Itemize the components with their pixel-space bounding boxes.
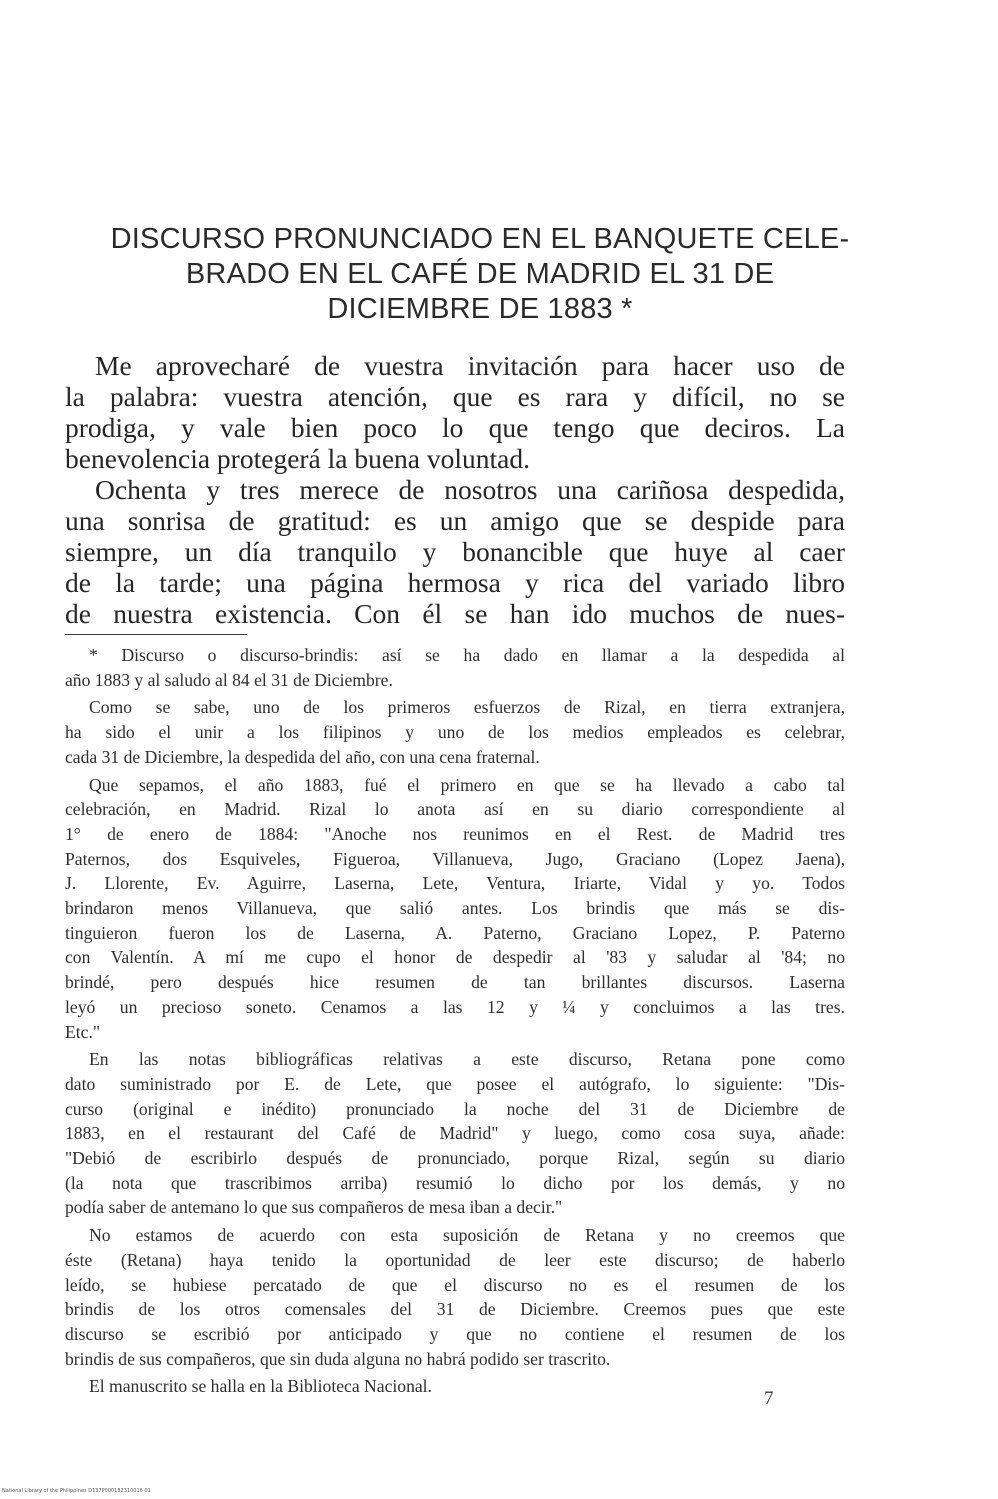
page-number: 7 — [764, 1388, 774, 1409]
footnote-line: "Debió de escribirlo después de pronunciado, porque Rizal, según su diario — [65, 1148, 845, 1169]
body-paragraph — [65, 350, 845, 474]
footnote-line: con Valentín. A mí me cupo el honor de despedir al '83 y saludar al '84; no — [65, 947, 845, 968]
body-line: de la tarde; una página hermosa y rica del variado libro — [65, 567, 845, 598]
footnote-line: cada 31 de Diciembre, la despedida del año, con una cena fraternal. — [65, 746, 540, 767]
footnote-line: 1883, en el restaurant del Café de Madrid" y luego, como cosa suya, añade: — [65, 1123, 845, 1144]
footnote-line: Etc." — [65, 1021, 101, 1042]
footnote-line: J. Llorente, Ev. Aguirre, Laserna, Lete, Ventura, Iriarte, Vidal y yo. Todos — [65, 873, 845, 894]
footnote-line: ha sido el unir a los filipinos y uno de los medios empleados es celebrar, — [65, 722, 845, 743]
footnote-line: brindé, pero después hice resumen de tan brillantes discursos. Laserna — [65, 972, 845, 993]
footnotes — [65, 643, 845, 1402]
footnote-paragraph — [65, 695, 845, 769]
footnote-line: éste (Retana) haya tenido la oportunidad de leer este discurso; de haberlo — [65, 1249, 845, 1270]
footnote-paragraph — [65, 1047, 845, 1220]
body-line: benevolencia protegerá la buena voluntad. — [65, 443, 531, 474]
footnote-line: brindaron menos Villanueva, que salió antes. Los brindis que más se dis- — [65, 898, 845, 919]
footnote-line: dato suministrado por E. de Lete, que posee el autógrafo, lo siguiente: "Dis- — [65, 1073, 845, 1094]
body-text — [65, 350, 845, 629]
scan-footer: National Library of the Philippines D137P000182310016 01 — [2, 1488, 151, 1494]
body-line: una sonrisa de gratitud: es un amigo que se despide para — [65, 505, 845, 536]
footnote-paragraph — [65, 1374, 845, 1399]
footnote-paragraph — [65, 643, 845, 692]
footnote-line: Que sepamos, el año 1883, fué el primero en que se ha llevado a cabo tal — [89, 774, 845, 795]
title-line: DICIEMBRE DE 1883 * — [327, 293, 633, 325]
footnote-line: año 1883 y al saludo al 84 el 31 de Diciembre. — [65, 669, 393, 690]
footnote-line: discurso se escribió por anticipado y que no contiene el resumen de los — [65, 1323, 845, 1344]
footnote-line: tinguieron fueron los de Laserna, A. Paterno, Graciano Lopez, P. Paterno — [65, 922, 845, 943]
body-line: Me aprovecharé de vuestra invitación para hacer uso de — [95, 350, 845, 381]
footnote-line: celebración, en Madrid. Rizal lo anota así en su diario correspondiente al — [65, 799, 845, 820]
footnote-line: leído, se hubiese percatado de que el discurso no es el resumen de los — [65, 1274, 845, 1295]
title-line: DISCURSO PRONUNCIADO EN EL BANQUETE CELE- — [110, 223, 850, 255]
footnote-separator — [65, 634, 247, 635]
footnote-line: brindis de los otros comensales del 31 de Diciembre. Creemos pues que este — [65, 1299, 845, 1320]
footnote-line: leyó un precioso soneto. Cenamos a las 12 y ¼ y concluimos a las tres. — [65, 996, 845, 1017]
body-line: de nuestra existencia. Con él se han ido muchos de nues- — [65, 598, 845, 629]
body-line: la palabra: vuestra atención, que es rara y difícil, no se — [65, 381, 845, 412]
footnote-line: El manuscrito se halla en la Biblioteca Nacional. — [89, 1376, 432, 1397]
footnote-line: curso (original e inédito) pronunciado la noche del 31 de Diciembre de — [65, 1098, 845, 1119]
footnote-paragraph — [65, 773, 845, 1045]
body-line: Ochenta y tres merece de nosotros una cariñosa despedida, — [95, 474, 845, 505]
footnote-line: Paternos, dos Esquiveles, Figueroa, Villanueva, Jugo, Graciano (Lopez Jaena), — [65, 848, 845, 869]
footnote-line: podía saber de antemano lo que sus compañeros de mesa iban a decir." — [65, 1197, 563, 1218]
footnote-line: * Discurso o discurso-brindis: así se ha dado en llamar a la despedida al — [89, 645, 845, 665]
footnote-line: Como se sabe, uno de los primeros esfuerzos de Rizal, en tierra extranjera, — [89, 697, 845, 718]
footnote-line: En las notas bibliográficas relativas a este discurso, Retana pone como — [89, 1049, 845, 1070]
title-line: BRADO EN EL CAFÉ DE MADRID EL 31 DE — [185, 258, 775, 290]
body-line: prodiga, y vale bien poco lo que tengo que deciros. La — [65, 412, 845, 443]
footnote-paragraph — [65, 1223, 845, 1371]
footnote-line: brindis de sus compañeros, que sin duda alguna no habrá podido ser trascrito. — [65, 1348, 611, 1369]
footnote-line: (la nota que trascribimos arriba) resumió lo dicho por los demás, y no — [65, 1172, 845, 1193]
footnote-line: No estamos de acuerdo con esta suposición de Retana y no creemos que — [89, 1225, 845, 1246]
body-line: siempre, un día tranquilo y bonancible que huye al caer — [65, 536, 845, 567]
body-paragraph — [65, 474, 845, 629]
footnote-line: 1° de enero de 1884: "Anoche nos reunimos en el Rest. de Madrid tres — [65, 823, 845, 844]
document-title — [55, 222, 905, 327]
